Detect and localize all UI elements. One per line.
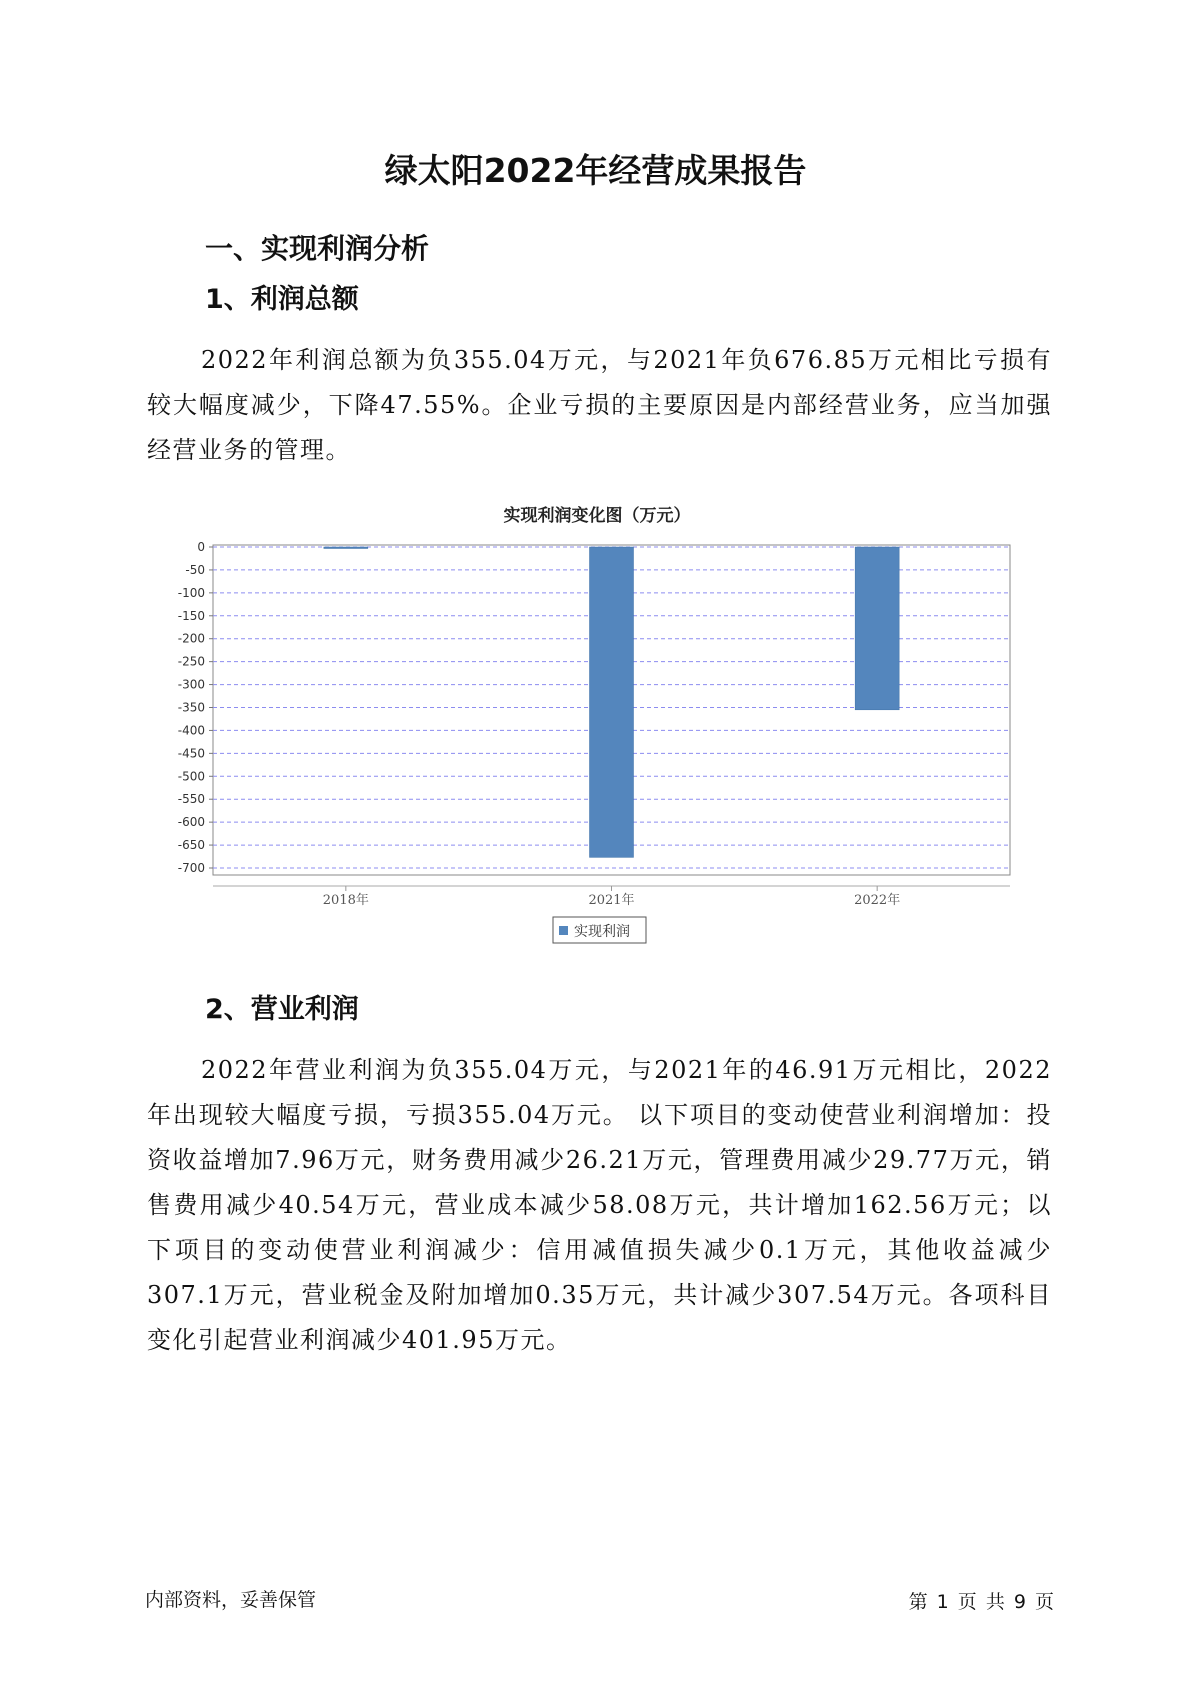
y-tick-label: -250 — [177, 654, 205, 669]
paragraph-operating-profit: 2022年营业利润为负355.04万元，与2021年的46.91万元相比，2022年出现较大幅度亏损，亏损355.04万元。 以下项目的变动使营业利润增加：投资收益增加7.96万元，财务费用减少26.21万元，管理费用减少29.77万元，销售费用减少40.54万元，营业成本减少58.08万元，共计增加162.56万元；以下项目的变动使营业利润减少：信用减值损失减少0.1万元，其他收益减少307.1万元，营业税金及附加增加0.35万元，共计减少307.54万元。各项科目变化引起营业利润减少401.95万元。 — [147, 1056, 1052, 1354]
subheading-total-profit: 1、利润总额 — [205, 284, 359, 315]
y-tick-label: -400 — [177, 723, 205, 738]
y-tick-label: -500 — [177, 769, 205, 784]
x-tick-label: 2022年 — [854, 893, 901, 908]
bar-2022年 — [855, 547, 899, 710]
footer-page-number: 第 1 页 共 9 页 — [908, 1591, 1054, 1613]
profit-bar-chart — [0, 495, 1191, 955]
document-title: 绿太阳2022年经营成果报告 — [384, 151, 807, 190]
y-tick-label: -350 — [177, 700, 205, 715]
y-tick-label: -50 — [185, 562, 205, 577]
y-tick-label: 0 — [197, 540, 205, 554]
y-tick-label: -700 — [177, 861, 205, 875]
bar-2021年 — [590, 547, 634, 857]
x-axis-ticks — [323, 886, 900, 908]
x-tick-label: 2021年 — [588, 893, 635, 908]
y-tick-label: -150 — [177, 608, 205, 623]
y-tick-label: -550 — [177, 792, 205, 807]
x-tick-label: 2018年 — [322, 893, 369, 908]
chart-title: 实现利润变化图（万元） — [503, 506, 691, 526]
section-heading-profit-analysis: 一、实现利润分析 — [205, 232, 430, 265]
chart-legend — [553, 917, 646, 943]
subheading-operating-profit: 2、营业利润 — [205, 994, 359, 1025]
y-tick-label: -650 — [177, 838, 205, 853]
footer-confidential-note: 内部资料，妥善保管 — [145, 1589, 317, 1611]
y-tick-label: -450 — [177, 746, 205, 761]
legend-swatch — [559, 926, 568, 935]
y-tick-label: -300 — [177, 677, 205, 692]
y-tick-label: -600 — [177, 815, 205, 830]
paragraph-total-profit: 2022年利润总额为负355.04万元，与2021年负676.85万元相比亏损有较大幅度减少，下降47.55%。企业亏损的主要原因是内部经营业务，应当加强经营业务的管理。 — [147, 346, 1052, 464]
y-tick-label: -200 — [177, 631, 205, 646]
legend-label: 实现利润 — [574, 924, 630, 940]
bar-2018年 — [324, 547, 368, 549]
y-tick-label: -100 — [177, 585, 205, 600]
y-axis-ticks — [178, 540, 213, 875]
